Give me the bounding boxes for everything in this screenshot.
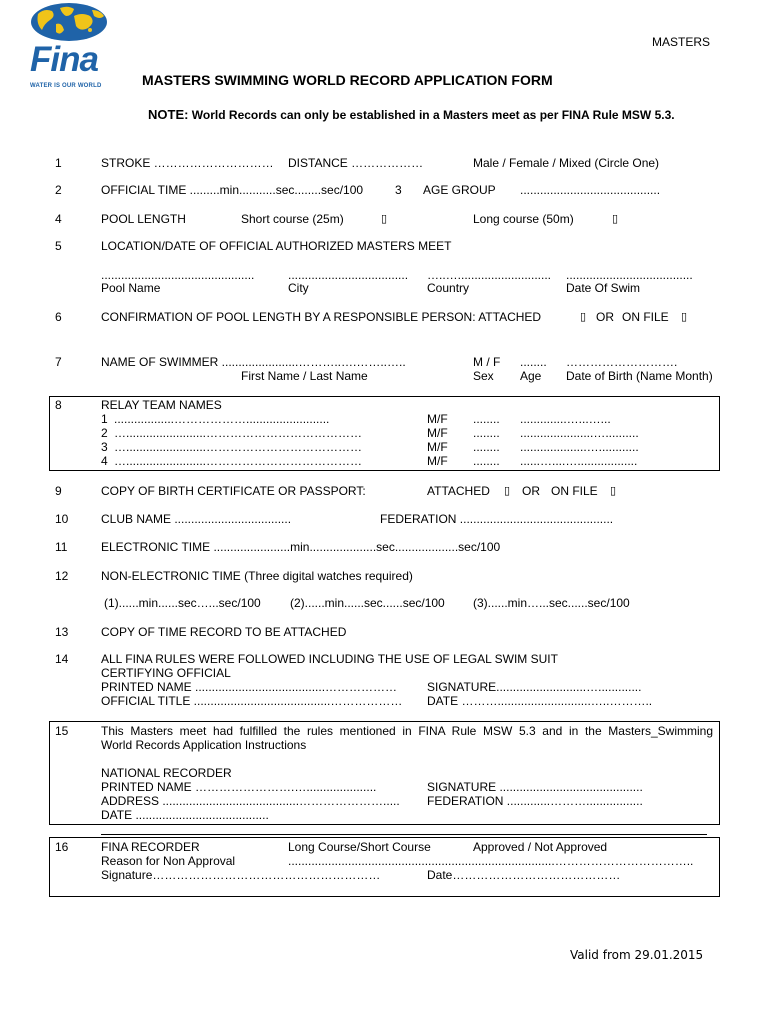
date-field[interactable]: DATE ………............................…..………..: [427, 694, 653, 708]
relay-name-field[interactable]: …........................…………………………………: [114, 426, 363, 440]
recorder-printed-name-field[interactable]: PRINTED NAME …………………….….....................: [101, 780, 377, 794]
long-course-label: Long course (50m): [473, 212, 574, 226]
recorder-federation-field[interactable]: FEDERATION .............……….................: [427, 794, 643, 808]
item-number: 13: [55, 625, 69, 639]
item-number: 7: [55, 355, 62, 369]
item-number: 4: [55, 212, 62, 226]
form-title: MASTERS SWIMMING WORLD RECORD APPLICATION FORM: [142, 72, 553, 88]
signature-field[interactable]: SIGNATURE...........................….............: [427, 680, 642, 694]
globe-icon: [30, 2, 108, 42]
country-field[interactable]: …..…............................: [427, 268, 552, 282]
pool-length-label: POOL LENGTH: [101, 212, 186, 226]
recorder-statement: This Masters meet had fulfilled the rules mentioned in FINA Rule MSW 5.3 and in the Masters_Swimming: [101, 724, 713, 738]
relay-title: RELAY TEAM NAMES: [101, 398, 222, 412]
printed-name-field[interactable]: PRINTED NAME .......................................………………: [101, 680, 398, 694]
confirmation-on-file-checkbox[interactable]: ▯: [681, 310, 688, 323]
address-field[interactable]: ADDRESS .........................................………………….....: [101, 794, 400, 808]
age-caption: Age: [520, 369, 542, 383]
relay-age-field[interactable]: ........: [473, 426, 500, 440]
item-number: 16: [55, 840, 69, 854]
relay-sex-field[interactable]: M/F: [427, 440, 448, 454]
item-number: 11: [55, 540, 68, 554]
sex-caption: Sex: [473, 369, 494, 383]
note-text: World Records can only be established in a Masters meet as per FINA Rule MSW 5.3.: [191, 108, 675, 122]
relay-dob-field[interactable]: ....................…............: [520, 440, 639, 454]
date-of-swim-field[interactable]: ......................................: [566, 268, 693, 282]
electronic-time-field[interactable]: ELECTRONIC TIME .......................min....................sec...................sec/100: [101, 540, 501, 554]
distance-field[interactable]: DISTANCE ………………: [288, 156, 424, 170]
item-number: 8: [55, 398, 62, 412]
recorder-date-field[interactable]: DATE ........................................: [101, 808, 269, 822]
attached-label: ATTACHED: [427, 484, 490, 498]
relay-dob-field[interactable]: ......…....…..................: [520, 454, 638, 468]
fina-signature-field[interactable]: Signature…………………………………………………: [101, 868, 381, 882]
non-electronic-label: NON-ELECTRONIC TIME (Three digital watches required): [101, 569, 413, 583]
note: [148, 108, 675, 122]
relay-age-field[interactable]: ........: [473, 412, 500, 426]
approval-choice[interactable]: Approved / Not Approved: [473, 840, 608, 854]
federation-field[interactable]: FEDERATION ..............................................: [380, 512, 614, 526]
country-caption: Country: [427, 281, 470, 295]
location-label: LOCATION/DATE OF OFFICIAL AUTHORIZED MASTERS MEET: [101, 239, 452, 253]
sex-field[interactable]: M / F: [473, 355, 501, 369]
logo-word: Fina: [30, 40, 98, 79]
valid-from: Valid from 29.01.2015: [570, 948, 704, 962]
swimmer-name-field[interactable]: NAME OF SWIMMER .......................………..….……..…..: [101, 355, 406, 369]
fina-recorder-label: FINA RECORDER: [101, 840, 200, 854]
age-group-label: AGE GROUP: [423, 183, 496, 197]
relay-sex-field[interactable]: M/F: [427, 454, 448, 468]
rules-followed-label: ALL FINA RULES WERE FOLLOWED INCLUDING THE USE OF LEGAL SWIM SUIT: [101, 652, 558, 666]
long-course-checkbox[interactable]: ▯: [612, 212, 619, 225]
club-name-field[interactable]: CLUB NAME ...................................: [101, 512, 292, 526]
dob-field[interactable]: ……………………….: [566, 355, 678, 369]
item-number: 3: [395, 183, 402, 197]
masters-tag: MASTERS: [652, 35, 711, 49]
item-number: 15: [55, 724, 69, 738]
item-number: 10: [55, 512, 69, 526]
reason-label: Reason for Non Approval: [101, 854, 236, 868]
birth-on-file-checkbox[interactable]: ▯: [610, 484, 617, 497]
fina-date-field[interactable]: Date……………………………………: [427, 868, 621, 882]
short-course-checkbox[interactable]: ▯: [381, 212, 388, 225]
date-of-swim-caption: Date Of Swim: [566, 281, 641, 295]
on-file-label: ON FILE: [622, 310, 669, 324]
relay-row-number: 1: [101, 412, 108, 426]
relay-age-field[interactable]: ........: [473, 454, 500, 468]
reason-field[interactable]: ................................................................................……………………………..: [288, 854, 694, 868]
item-number: 12: [55, 569, 69, 583]
age-field[interactable]: ........: [520, 355, 547, 369]
item-number: 5: [55, 239, 62, 253]
gender-choice[interactable]: Male / Female / Mixed (Circle One): [473, 156, 660, 170]
city-field[interactable]: ....................................: [288, 268, 409, 282]
relay-dob-field[interactable]: ..............…...…...: [520, 412, 611, 426]
stroke-field[interactable]: STROKE …………………………: [101, 156, 274, 170]
relay-sex-field[interactable]: M/F: [427, 412, 448, 426]
logo-tagline: WATER IS OUR WORLD: [30, 83, 102, 89]
relay-row-number: 2: [101, 426, 108, 440]
on-file-label: ON FILE: [551, 484, 598, 498]
dob-caption: Date of Birth (Name Month): [566, 369, 713, 383]
certifying-label: CERTIFYING OFFICIAL: [101, 666, 231, 680]
relay-name-field[interactable]: ..................……………….........................: [114, 412, 330, 426]
item-number: 14: [55, 652, 69, 666]
watch1-field[interactable]: (1)......min......sec…...sec/100: [104, 596, 261, 610]
divider: [101, 834, 707, 835]
item-number: 9: [55, 484, 62, 498]
or-label: OR: [596, 310, 614, 324]
item-number: 2: [55, 183, 62, 197]
relay-name-field[interactable]: …........................…………………………………: [114, 440, 363, 454]
note-lead: NOTE:: [148, 107, 189, 122]
city-caption: City: [288, 281, 309, 295]
relay-age-field[interactable]: ........: [473, 440, 500, 454]
relay-name-field[interactable]: …........................…………………………………: [114, 454, 363, 468]
national-recorder-label: NATIONAL RECORDER: [101, 766, 232, 780]
pool-name-field[interactable]: ..............................................: [101, 268, 255, 282]
relay-row-number: 4: [101, 454, 108, 468]
recorder-signature-field[interactable]: SIGNATURE ...........................................: [427, 780, 643, 794]
relay-row-number: 3: [101, 440, 108, 454]
copy-record-label: COPY OF TIME RECORD TO BE ATTACHED: [101, 625, 347, 639]
confirmation-attached-checkbox[interactable]: ▯: [580, 310, 587, 323]
confirmation-label: CONFIRMATION OF POOL LENGTH BY A RESPONSIBLE PERSON: ATTACHED: [101, 310, 542, 324]
birth-cert-label: COPY OF BIRTH CERTIFICATE OR PASSPORT:: [101, 484, 366, 498]
official-title-field[interactable]: OFFICIAL TITLE .........................................………………: [101, 694, 403, 708]
fina-logo: [28, 2, 110, 94]
course-type-choice[interactable]: Long Course/Short Course: [288, 840, 431, 854]
short-course-label: Short course (25m): [241, 212, 344, 226]
watch2-field[interactable]: (2)......min......sec......sec/100: [290, 596, 445, 610]
official-time-field[interactable]: OFFICIAL TIME .........min...........sec........sec/100: [101, 183, 364, 197]
or-label: OR: [522, 484, 540, 498]
first-last-caption: First Name / Last Name: [241, 369, 368, 383]
relay-dob-field[interactable]: ......................…..........: [520, 426, 639, 440]
birth-attached-checkbox[interactable]: ▯: [504, 484, 511, 497]
recorder-statement-2: World Records Application Instructions: [101, 738, 307, 752]
item-number: 1: [55, 156, 62, 170]
age-group-field[interactable]: ..........................................: [520, 183, 661, 197]
pool-name-caption: Pool Name: [101, 281, 161, 295]
item-number: 6: [55, 310, 62, 324]
relay-sex-field[interactable]: M/F: [427, 426, 448, 440]
watch3-field[interactable]: (3)......min…...sec......sec/100: [473, 596, 630, 610]
